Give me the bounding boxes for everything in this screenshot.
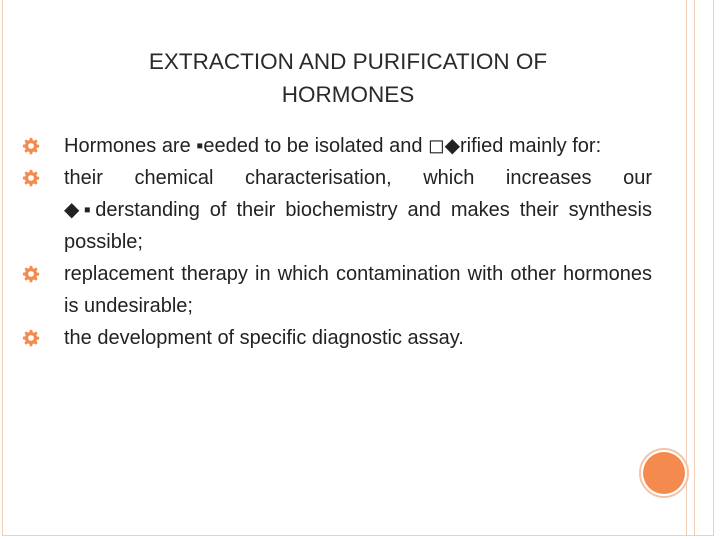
slide-title-line-2: HORMONES [281, 82, 415, 107]
gear-icon [22, 329, 40, 347]
bullet-item [22, 258, 652, 322]
gear-icon [22, 137, 40, 155]
bullet-text: their chemical characterisation, which increases our ◆▪derstanding of their biochemistry and makes their synthesis possible; [64, 167, 652, 253]
bullet-item [22, 130, 652, 162]
bullet-text: the development of specific diagnostic assay. [64, 327, 464, 349]
decorative-line [686, 0, 687, 536]
slide-title [60, 45, 636, 111]
gear-icon [22, 169, 40, 187]
decorative-circle [643, 452, 685, 494]
slide-title-line-1: EXTRACTION AND PURIFICATION OF [148, 49, 548, 74]
bullet-text: replacement therapy in which contamination with other hormones is undesirable; [64, 263, 652, 317]
bullet-item [22, 322, 652, 354]
bullet-list [22, 130, 652, 354]
decorative-line [694, 0, 695, 536]
bullet-text: Hormones are ▪eeded to be isolated and ◻◆rified mainly for: [64, 135, 602, 157]
gear-icon [22, 265, 40, 283]
bullet-item [22, 162, 652, 258]
